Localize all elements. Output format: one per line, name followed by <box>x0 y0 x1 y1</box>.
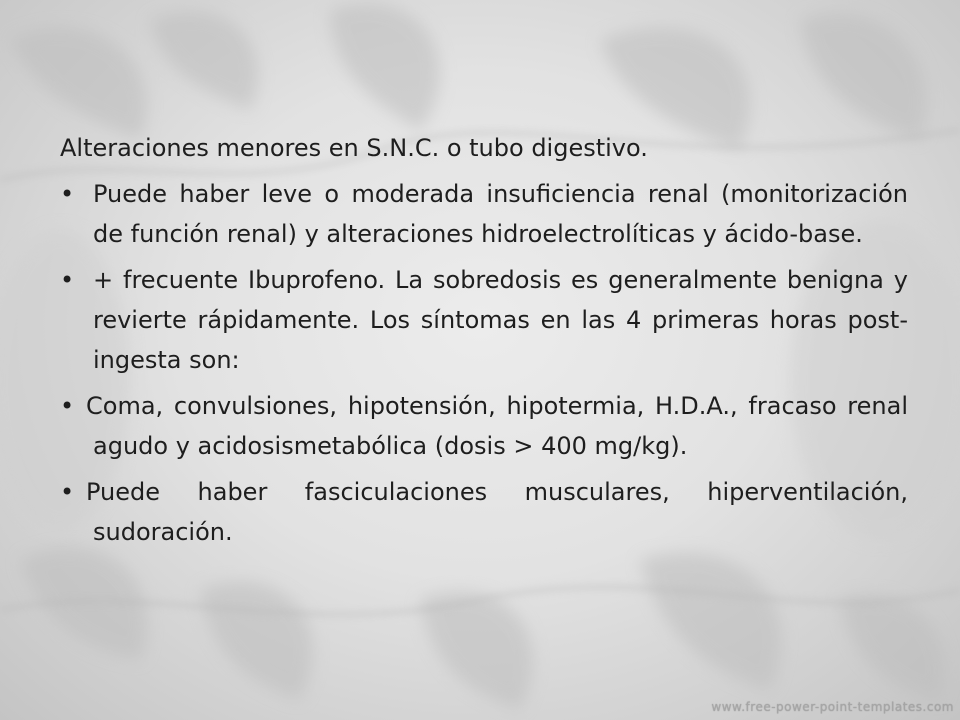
intro-line: Alteraciones menores en S.N.C. o tubo digestivo. <box>60 134 648 162</box>
bullet-list <box>60 174 908 552</box>
list-item-text: + frecuente Ibuprofeno. La sobredosis es generalmente benigna y revierte rápidamente. Los síntomas en las 4 primeras horas post-ingesta son: <box>93 266 908 374</box>
watermark: www.free-power-point-templates.com <box>711 700 954 714</box>
list-item-text: Puede haber leve o moderada insuficiencia renal (monitorización de función renal) y alteraciones hidroelectrolíticas y ácido-base. <box>93 180 908 248</box>
list-item <box>60 386 908 466</box>
list-item <box>60 260 908 380</box>
bullet-marker: • <box>60 392 75 420</box>
slide-body <box>60 128 908 558</box>
list-item <box>60 174 908 254</box>
list-item-text: Coma, convulsiones, hipotensión, hipotermia, H.D.A., fracaso renal agudo y acidosismetabólica (dosis > 400 mg/kg). <box>86 392 908 460</box>
list-item-text: Puede haber fasciculaciones musculares, hiperventilación, sudoración. <box>86 478 908 546</box>
bullet-marker: • <box>60 180 75 208</box>
bullet-marker: • <box>60 478 75 506</box>
bullet-marker: • <box>60 266 75 294</box>
list-item <box>60 472 908 552</box>
